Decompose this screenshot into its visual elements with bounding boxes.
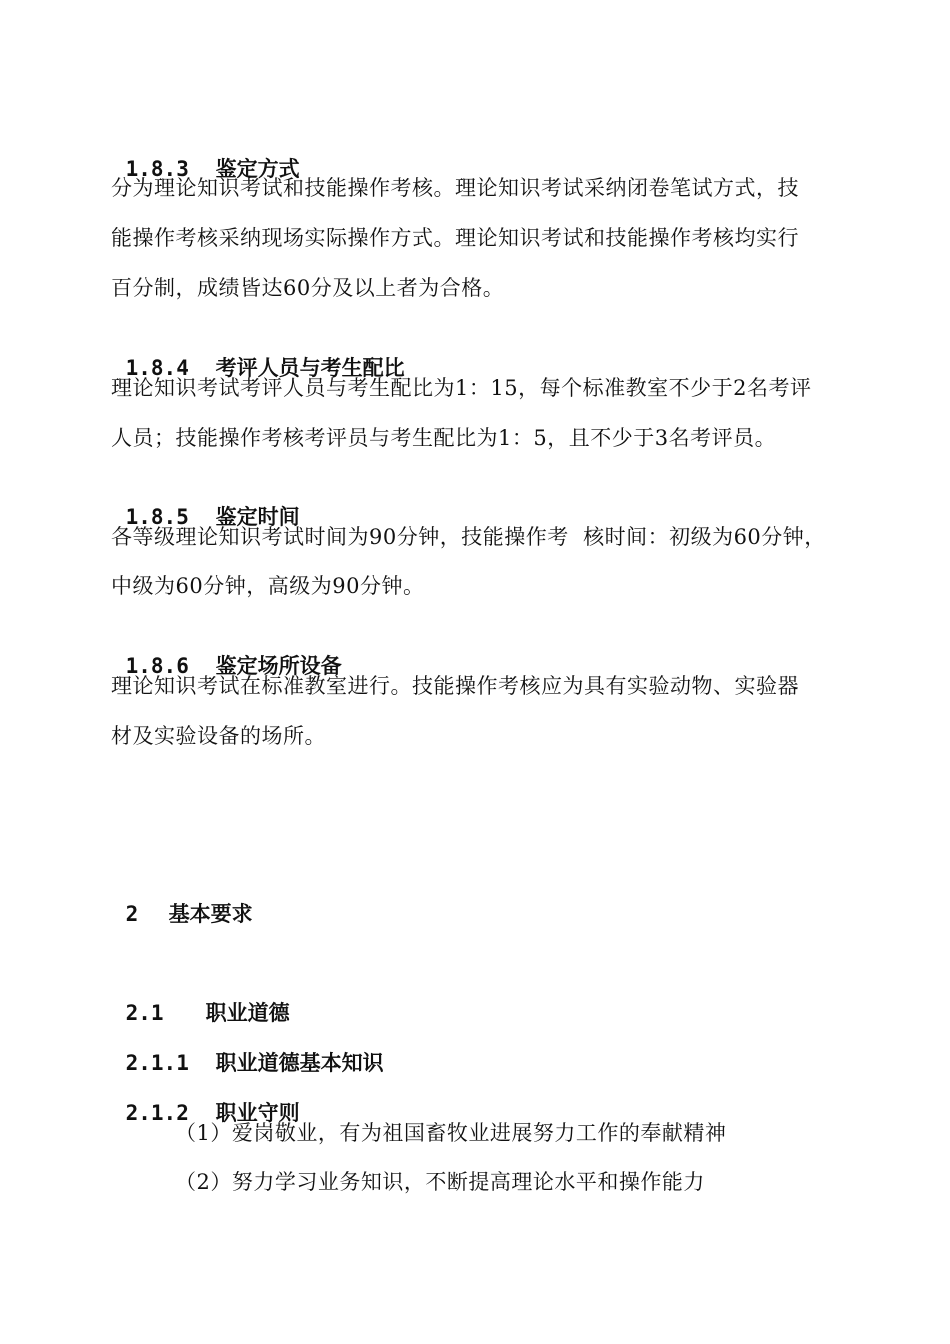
section-number: 1.8.3	[125, 157, 189, 181]
paragraph-line: 材及实验设备的场所。	[111, 724, 326, 748]
chapter-heading-2	[111, 869, 253, 929]
paragraph-line: 百分制，成绩皆达60分及以上者为合格。	[111, 276, 505, 300]
section-title: 职业道德	[205, 1000, 290, 1025]
section-number: 2	[125, 902, 139, 926]
section-number: 1.8.6	[125, 654, 189, 678]
paragraph-line: 各等级理论知识考试时间为90分钟，技能操作考 核时间：初级为60分钟，	[111, 525, 826, 549]
section-title: 职业守则	[215, 1100, 300, 1125]
paragraph-line: 中级为60分钟，高级为90分钟。	[111, 574, 425, 598]
section-number: 2.1.1	[125, 1051, 189, 1075]
section-title: 鉴定时间	[215, 504, 300, 529]
paragraph-line: 理论知识考试在标准教室进行。技能操作考核应为具有实验动物、实验器	[111, 674, 799, 698]
section-title: 考评人员与考生配比	[215, 355, 405, 380]
list-item: （2）努力学习业务知识，不断提高理论水平和操作能力	[175, 1170, 705, 1194]
section-number: 1.8.5	[125, 505, 189, 529]
section-title: 鉴定方式	[215, 156, 300, 181]
paragraph-line: 能操作考核采纳现场实际操作方式。理论知识考试和技能操作考核均实行	[111, 226, 799, 250]
section-title: 职业道德基本知识	[215, 1050, 384, 1075]
paragraph-line: 理论知识考试考评人员与考生配比为1：15，每个标准教室不少于2名考评	[111, 376, 812, 400]
paragraph-line: 分为理论知识考试和技能操作考核。理论知识考试采纳闭卷笔试方式，技	[111, 176, 799, 200]
paragraph-line: 人员；技能操作考核考评员与考生配比为1：5，且不少于3名考评员。	[111, 426, 777, 450]
section-number: 2.1.2	[125, 1101, 189, 1125]
section-number: 2.1	[125, 1001, 164, 1025]
list-item: （1）爱岗敬业，有为祖国畜牧业进展努力工作的奉献精神	[175, 1121, 727, 1145]
section-title: 鉴定场所设备	[215, 653, 342, 678]
section-title: 基本要求	[168, 901, 253, 926]
section-number: 1.8.4	[125, 356, 189, 380]
